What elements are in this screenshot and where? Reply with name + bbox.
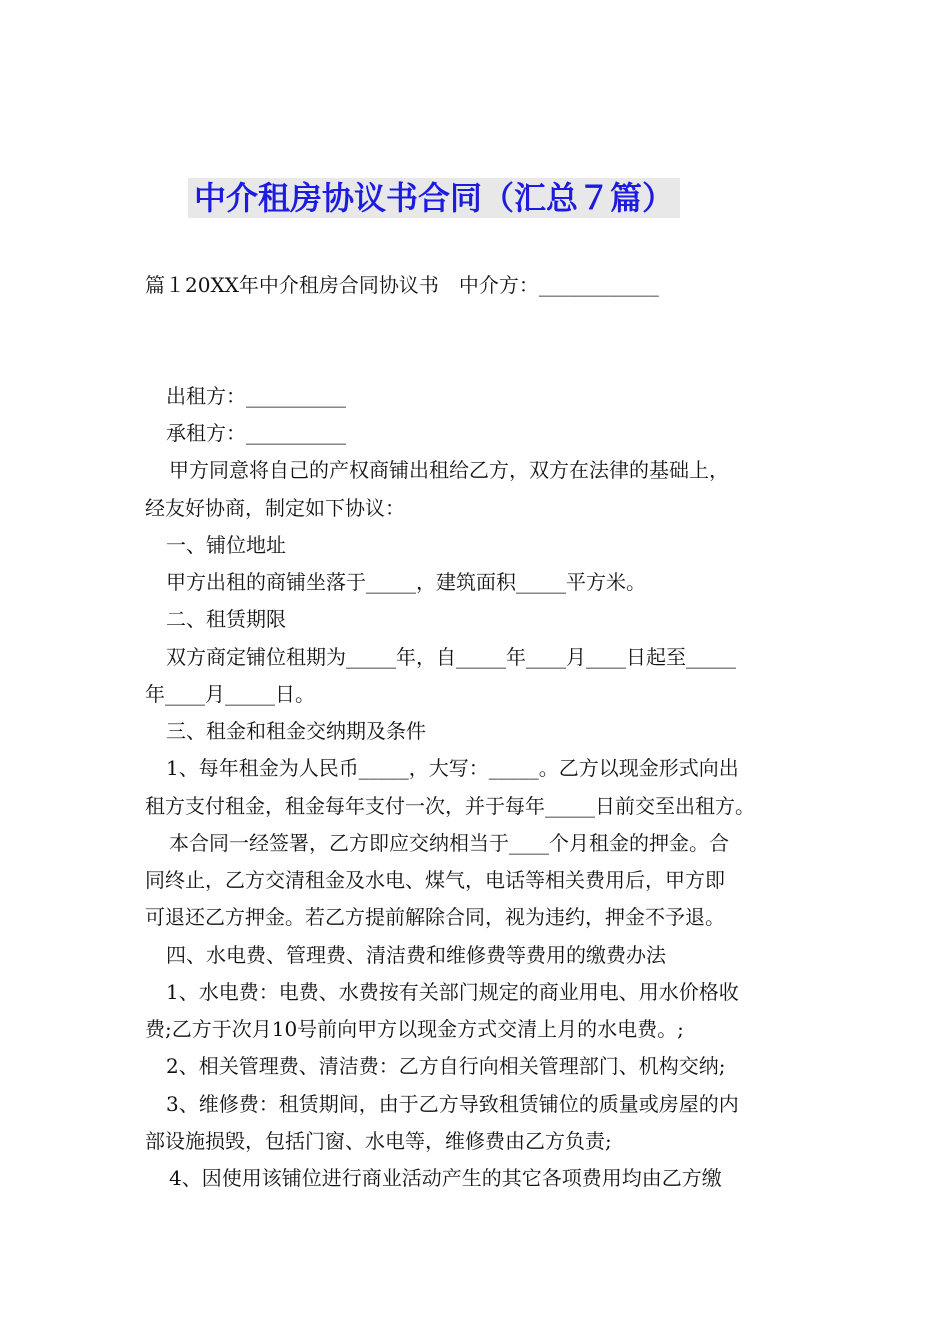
paragraph-line: 甲方同意将自己的产权商铺出租给乙方，双方在法律的基础上， xyxy=(169,458,729,482)
paragraph-line: 年____月_____日。 xyxy=(145,682,315,706)
paragraph-line: 双方商定铺位租期为_____年，自_____年____月____日起至_____ xyxy=(166,645,736,669)
clause-heading: 一、铺位地址 xyxy=(166,533,286,557)
paragraph-line: 可退还乙方押金。若乙方提前解除合同，视为违约，押金不予退。 xyxy=(145,905,725,929)
paragraph-line: 经友好协商，制定如下协议： xyxy=(145,496,405,520)
paragraph-line: 同终止，乙方交清租金及水电、煤气，电话等相关费用后，甲方即 xyxy=(145,868,725,892)
document-title: 中介租房协议书合同（汇总７篇） xyxy=(188,178,680,218)
lessee-line: 承租方：__________ xyxy=(166,421,346,445)
clause-heading: 二、租赁期限 xyxy=(166,607,286,631)
section-heading-line: 篇１20XX年中介租房合同协议书 中介方：____________ xyxy=(145,273,659,297)
paragraph-line: 本合同一经签署，乙方即应交纳相当于____个月租金的押金。合 xyxy=(169,831,729,855)
clause-heading: 四、水电费、管理费、清洁费和维修费等费用的缴费办法 xyxy=(166,943,666,967)
paragraph-line: 甲方出租的商铺坐落于_____，建筑面积_____平方米。 xyxy=(166,570,646,594)
paragraph-line: 部设施损毁，包括门窗、水电等，维修费由乙方负责; xyxy=(145,1129,612,1153)
paragraph-line: 4、因使用该铺位进行商业活动产生的其它各项费用均由乙方缴 xyxy=(169,1166,722,1190)
clause-heading: 三、租金和租金交纳期及条件 xyxy=(166,719,426,743)
paragraph-line: 1、每年租金为人民币_____，大写：_____。乙方以现金形式向出 xyxy=(166,756,739,780)
paragraph-line: 费;乙方于次月10号前向甲方以现金方式交清上月的水电费。; xyxy=(145,1017,684,1041)
lessor-line: 出租方：__________ xyxy=(166,384,346,408)
paragraph-line: 租方支付租金，租金每年支付一次，并于每年_____日前交至出租方。 xyxy=(145,794,755,818)
paragraph-line: 1、水电费：电费、水费按有关部门规定的商业用电、用水价格收 xyxy=(166,980,739,1004)
paragraph-line: 3、维修费：租赁期间，由于乙方导致租赁铺位的质量或房屋的内 xyxy=(166,1092,739,1116)
paragraph-line: 2、相关管理费、清洁费：乙方自行向相关管理部门、机构交纳; xyxy=(166,1054,726,1078)
